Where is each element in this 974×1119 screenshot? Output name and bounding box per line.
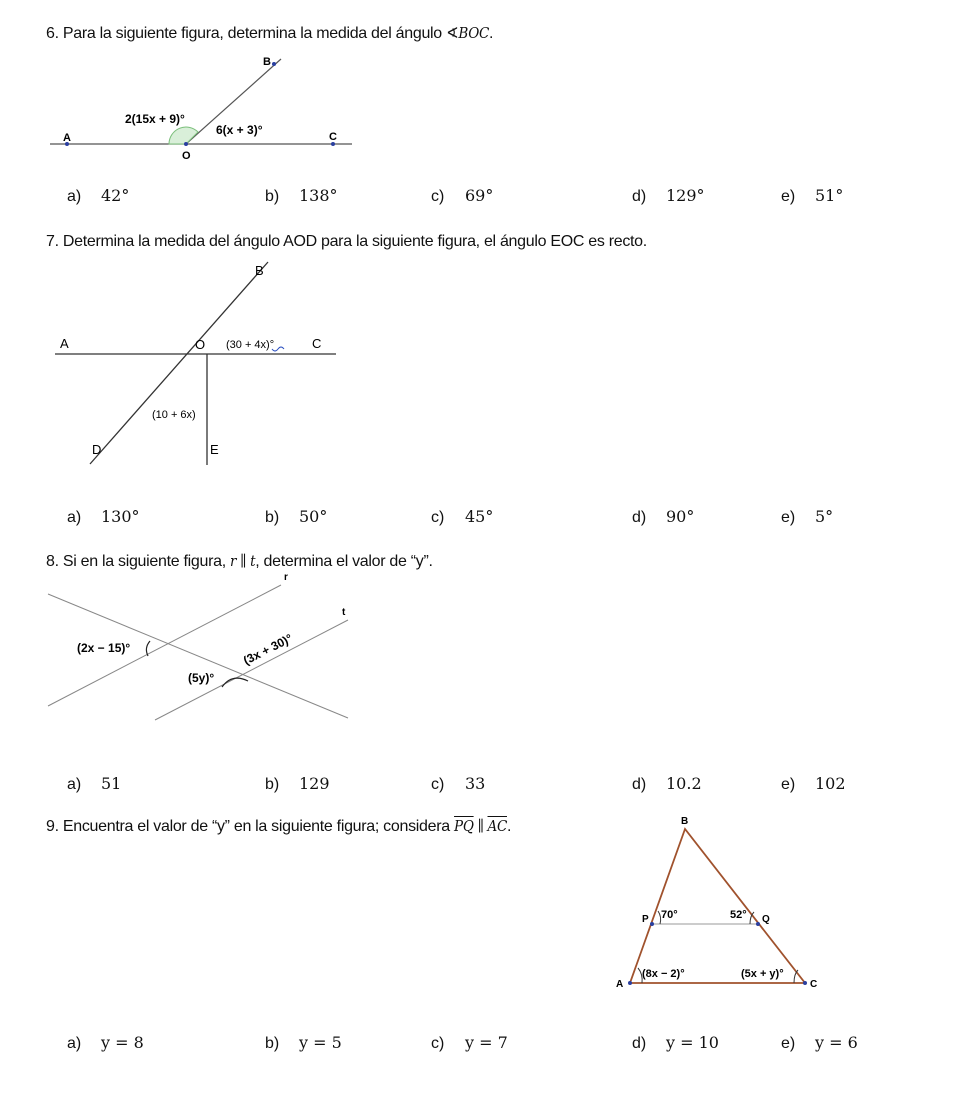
q9-seg-pq: $\overline{PQ}$: [454, 817, 474, 835]
q9-label-b: B: [681, 816, 689, 827]
q6-option-b[interactable]: b) 138°: [265, 186, 338, 205]
q6-right-angle: 6(x + 3)°: [216, 123, 263, 137]
q6-suffix: .: [489, 25, 494, 42]
q9-parallel: ∥: [473, 817, 488, 835]
q9-option-d[interactable]: d) y = 10: [632, 1033, 719, 1052]
q7-option-b[interactable]: b) 50°: [265, 507, 328, 526]
q7-label-c: C: [312, 336, 322, 351]
q9-prefix: 9. Encuentra el valor de “y” en la siguiente figura; considera: [46, 818, 450, 835]
q9-label-a: A: [616, 979, 624, 990]
q6-label-c: C: [329, 131, 337, 143]
q6-angle-name: BOC: [458, 24, 490, 42]
q6-option-d[interactable]: d) 129°: [632, 186, 705, 205]
q6-option-c[interactable]: c) 69°: [431, 186, 494, 205]
q7-label-a: A: [60, 336, 69, 351]
q7-angle-bottom: (10 + 6x): [152, 409, 196, 421]
q8-option-b[interactable]: b) 129: [265, 774, 330, 793]
q8-angle-2: (3x + 30)°: [241, 631, 295, 668]
q9-option-c[interactable]: c) y = 7: [431, 1033, 508, 1052]
q7-option-d[interactable]: d) 90°: [632, 507, 695, 526]
q6-left-angle: 2(15x + 9)°: [125, 112, 185, 126]
q9-option-a[interactable]: a) y = 8: [67, 1033, 144, 1052]
q8-option-a[interactable]: a) 51: [67, 774, 122, 793]
q6-label-o: O: [182, 150, 191, 162]
q6-label-a: A: [63, 132, 71, 144]
q7-label-d: D: [92, 442, 102, 457]
q6-option-a[interactable]: a) 42°: [67, 186, 130, 205]
q9-angle-p: 70°: [661, 909, 678, 921]
q7-label-e: E: [210, 442, 219, 457]
q8-math: r ∥ t: [230, 552, 256, 570]
question-7-text: 7. Determina la medida del ángulo AOD para la siguiente figura, el ángulo EOC es recto.: [46, 233, 647, 250]
q9-label-q: Q: [762, 914, 770, 925]
q9-option-b[interactable]: b) y = 5: [265, 1033, 342, 1052]
q7-angle-top: (30 + 4x)°: [226, 339, 275, 351]
q8-prefix: 8. Si en la siguiente figura,: [46, 553, 226, 570]
q9-seg-ac: $\overline{AC}$: [487, 817, 507, 835]
q7-label-b: B: [255, 263, 264, 278]
q8-option-d[interactable]: d) 10.2: [632, 774, 702, 793]
q6-label-b: B: [263, 56, 271, 68]
q9-angle-q: 52°: [730, 909, 747, 921]
q9-angle-c: (5x + y)°: [741, 968, 784, 980]
q8-label-t: t: [342, 607, 346, 618]
q7-option-a[interactable]: a) 130°: [67, 507, 140, 526]
q7-option-e[interactable]: e) 5°: [781, 507, 834, 526]
q7-label-o: O: [195, 337, 206, 352]
q9-triangle-abc: [630, 829, 805, 983]
q9-label-c: C: [810, 979, 818, 990]
q9-options: [0, 1033, 974, 1057]
q6-angle-symbol: ∢: [446, 24, 459, 42]
q8-option-c[interactable]: c) 33: [431, 774, 486, 793]
q8-angle-1: (2x − 15)°: [77, 641, 131, 655]
q8-label-r: r: [284, 572, 288, 583]
q9-suffix: .: [506, 818, 512, 835]
q9-label-p: P: [642, 914, 649, 925]
q8-suffix: , determina el valor de “y”.: [255, 553, 433, 570]
q6-prefix: 6. Para la siguiente figura, determina la medida del ángulo: [46, 25, 442, 42]
q9-angle-a: (8x − 2)°: [642, 968, 685, 980]
q9-option-e[interactable]: e) y = 6: [781, 1033, 858, 1052]
q8-angle-3: (5y)°: [188, 671, 215, 685]
q8-option-e[interactable]: e) 102: [781, 774, 846, 793]
q7-option-c[interactable]: c) 45°: [431, 507, 494, 526]
q6-option-e[interactable]: e) 51°: [781, 186, 844, 205]
